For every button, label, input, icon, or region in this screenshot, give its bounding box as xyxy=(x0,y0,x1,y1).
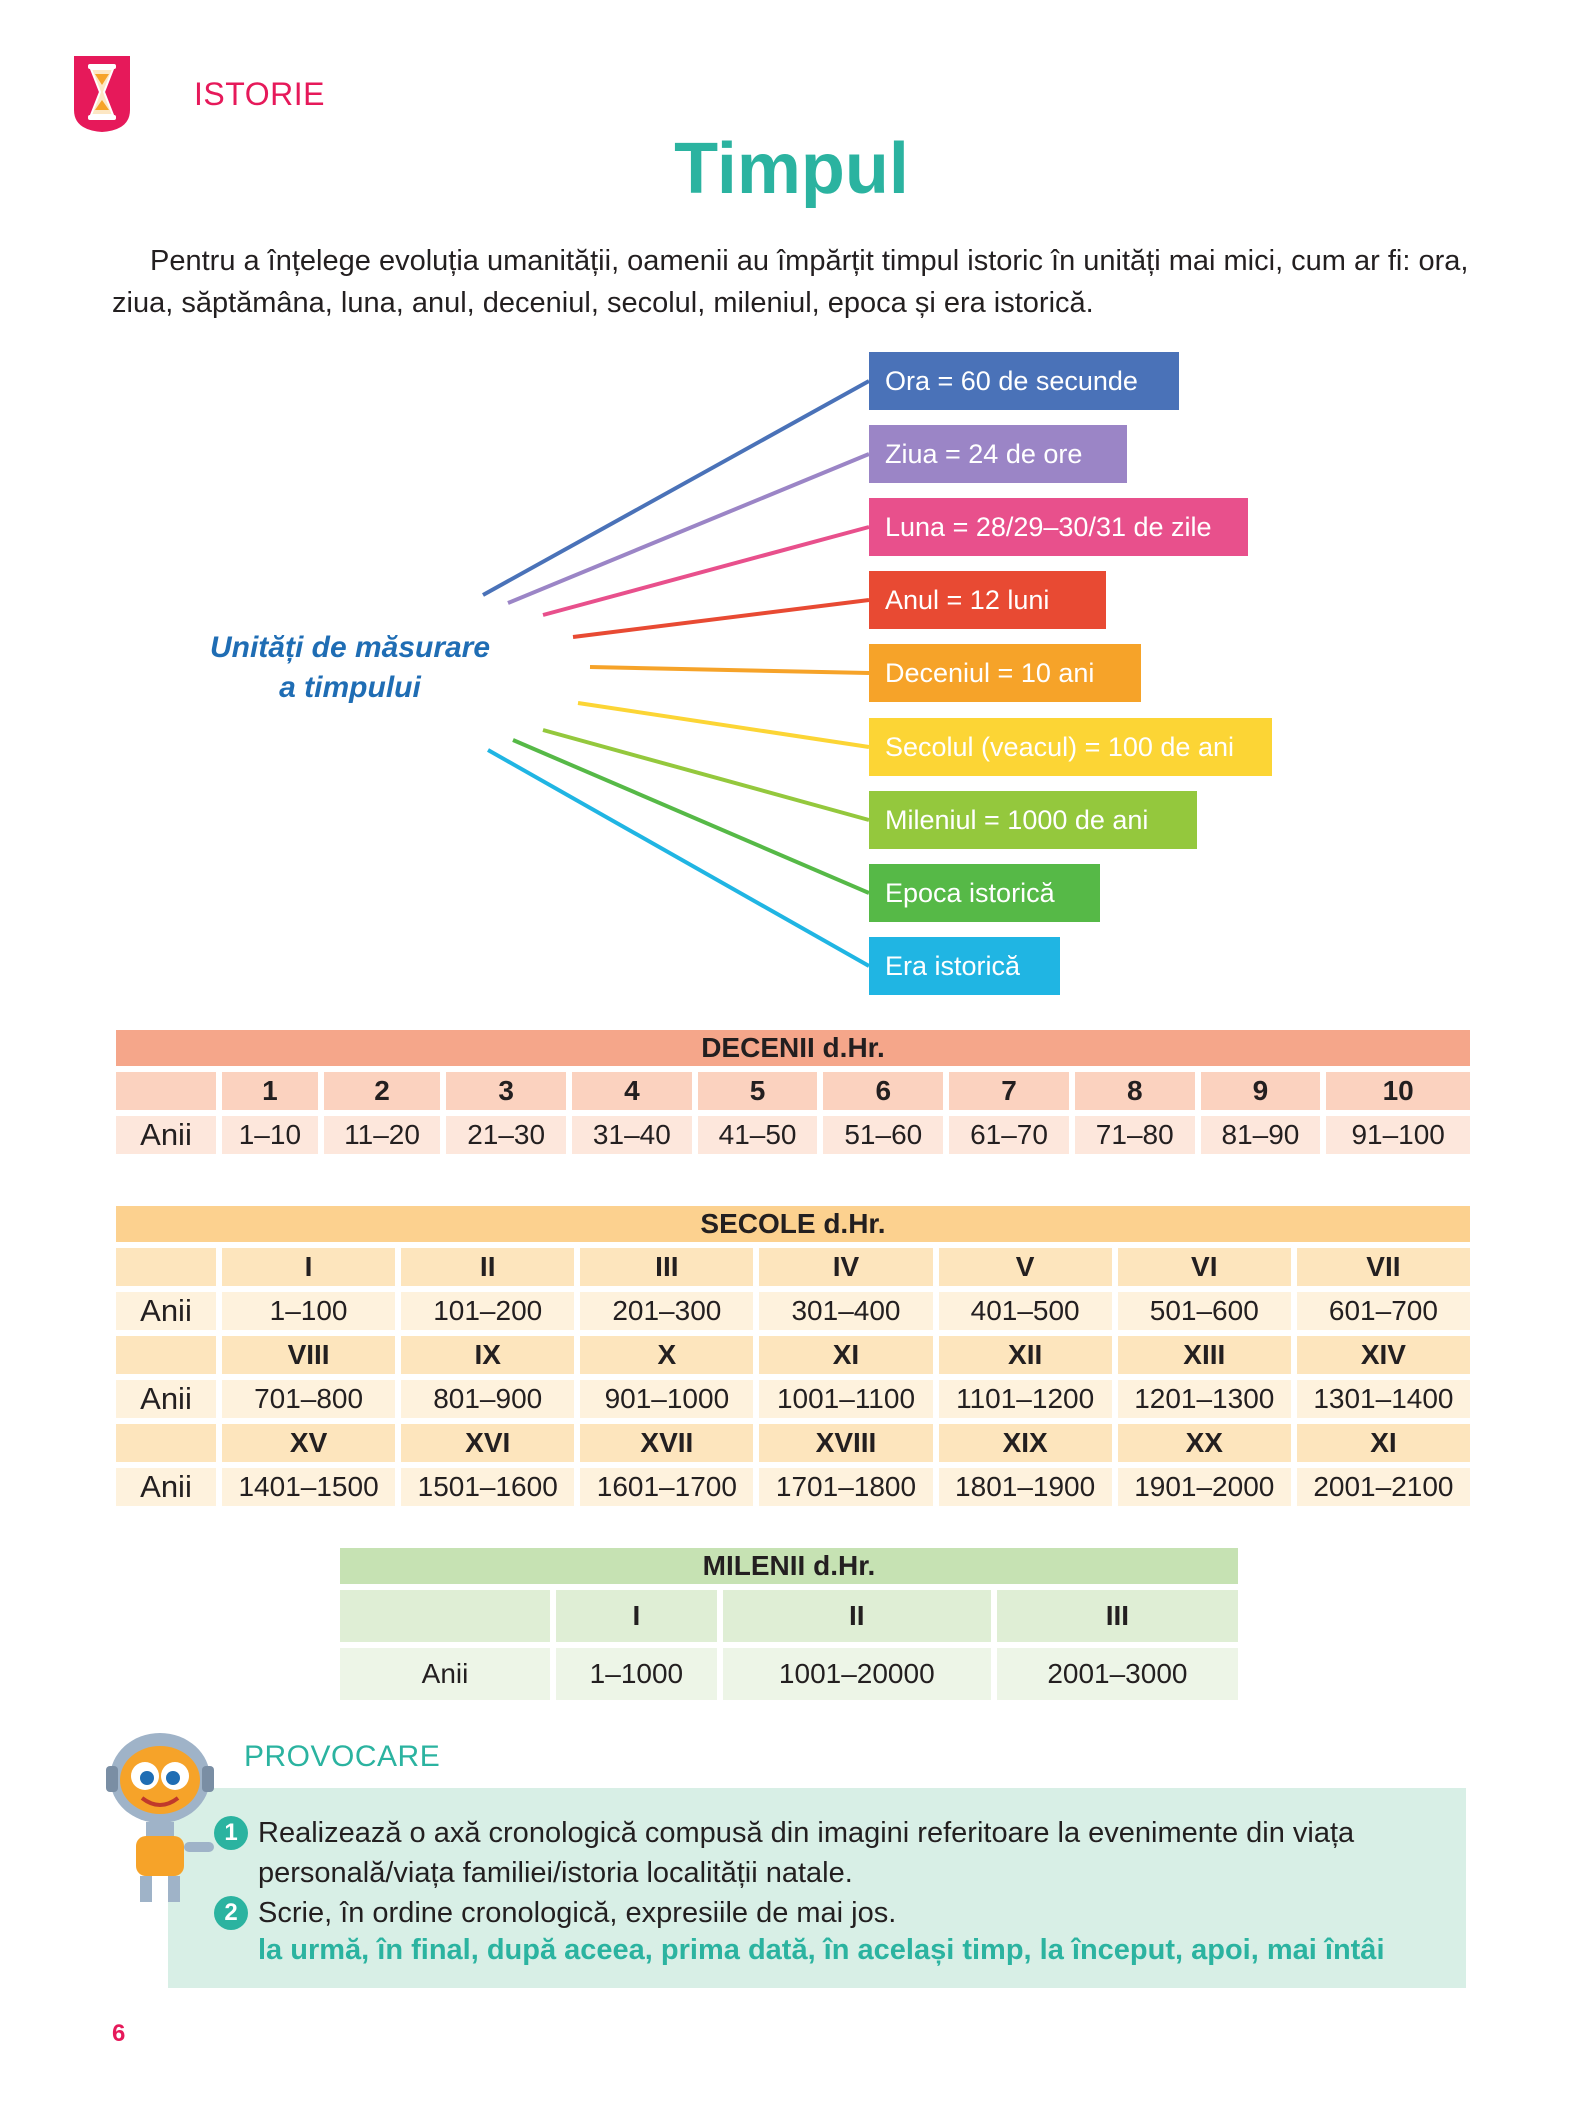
decade-header: 7 xyxy=(949,1072,1069,1110)
century-years: 901–1000 xyxy=(580,1380,753,1418)
decade-years: 61–70 xyxy=(949,1116,1069,1154)
unit-box-century: Secolul (veacul) = 100 de ani xyxy=(869,718,1272,776)
century-header: VI xyxy=(1118,1248,1291,1286)
decades-table xyxy=(110,1024,1476,1160)
century-years: 401–500 xyxy=(939,1292,1112,1330)
century-header: V xyxy=(939,1248,1112,1286)
century-years: 1601–1700 xyxy=(580,1468,753,1506)
century-years: 101–200 xyxy=(401,1292,574,1330)
century-years: 1501–1600 xyxy=(401,1468,574,1506)
connector-line xyxy=(508,454,869,603)
century-years: 301–400 xyxy=(759,1292,932,1330)
millennium-header: II xyxy=(723,1590,991,1642)
subject-label: ISTORIE xyxy=(194,76,325,112)
hourglass-logo-icon xyxy=(68,52,136,134)
decade-header: 6 xyxy=(823,1072,943,1110)
millennium-years: 2001–3000 xyxy=(997,1648,1238,1700)
unit-box-epoch: Epoca istorică xyxy=(869,864,1100,922)
unit-box-year: Anul = 12 luni xyxy=(869,571,1106,629)
row-label: Anii xyxy=(116,1292,216,1330)
decade-header: 3 xyxy=(446,1072,566,1110)
unit-box-month: Luna = 28/29–30/31 de zile xyxy=(869,498,1248,556)
unit-box-hour: Ora = 60 de secunde xyxy=(869,352,1179,410)
task-number-badge: 1 xyxy=(214,1816,248,1850)
century-header: XVII xyxy=(580,1424,753,1462)
century-header: XIX xyxy=(939,1424,1112,1462)
page-number: 6 xyxy=(112,2020,126,2047)
century-years: 1201–1300 xyxy=(1118,1380,1291,1418)
decade-header: 10 xyxy=(1326,1072,1470,1110)
century-years: 1401–1500 xyxy=(222,1468,395,1506)
century-years: 2001–2100 xyxy=(1297,1468,1470,1506)
empty-cell xyxy=(116,1424,216,1462)
decades-title: DECENII d.Hr. xyxy=(116,1030,1470,1066)
century-header: XX xyxy=(1118,1424,1291,1462)
connector-line xyxy=(483,381,869,595)
decade-years: 71–80 xyxy=(1075,1116,1195,1154)
decade-years: 41–50 xyxy=(698,1116,818,1154)
millennia-title: MILENII d.Hr. xyxy=(340,1548,1238,1584)
connector-line xyxy=(543,527,869,615)
century-years: 701–800 xyxy=(222,1380,395,1418)
decade-header: 5 xyxy=(698,1072,818,1110)
millennium-header: III xyxy=(997,1590,1238,1642)
row-label: Anii xyxy=(116,1468,216,1506)
connector-line xyxy=(488,750,869,966)
century-years: 601–700 xyxy=(1297,1292,1470,1330)
connector-line xyxy=(590,667,869,673)
century-header: XVIII xyxy=(759,1424,932,1462)
century-header: III xyxy=(580,1248,753,1286)
diagram-label-line2: a timpului xyxy=(279,671,421,704)
decade-years: 91–100 xyxy=(1326,1116,1470,1154)
robot-mascot-icon xyxy=(100,1718,220,1908)
centuries-table xyxy=(110,1200,1476,1512)
millennia-table xyxy=(334,1542,1244,1706)
century-years: 201–300 xyxy=(580,1292,753,1330)
centuries-title: SECOLE d.Hr. xyxy=(116,1206,1470,1242)
task-1-line2: personală/viața familiei/istoria localității natale. xyxy=(258,1857,853,1889)
century-header: I xyxy=(222,1248,395,1286)
empty-cell xyxy=(116,1072,216,1110)
century-header: XI xyxy=(1297,1424,1470,1462)
intro-paragraph xyxy=(112,240,1472,324)
century-years: 1801–1900 xyxy=(939,1468,1112,1506)
row-label: Anii xyxy=(116,1380,216,1418)
century-years: 1901–2000 xyxy=(1118,1468,1291,1506)
connector-line xyxy=(513,740,869,893)
century-years: 1101–1200 xyxy=(939,1380,1112,1418)
empty-cell xyxy=(116,1336,216,1374)
unit-box-millennium: Mileniul = 1000 de ani xyxy=(869,791,1197,849)
connector-line xyxy=(573,600,869,637)
diagram-label-line1: Unități de măsurare xyxy=(209,631,491,664)
empty-cell xyxy=(340,1590,550,1642)
decade-header: 2 xyxy=(324,1072,441,1110)
empty-cell xyxy=(116,1248,216,1286)
century-header: VII xyxy=(1297,1248,1470,1286)
task-1-line1: Realizează o axă cronologică compusă din imagini referitoare la evenimente din viața xyxy=(258,1817,1355,1849)
decade-years: 81–90 xyxy=(1201,1116,1321,1154)
century-header: II xyxy=(401,1248,574,1286)
millennium-header: I xyxy=(556,1590,717,1642)
century-years: 801–900 xyxy=(401,1380,574,1418)
connector-line xyxy=(578,703,869,747)
century-header: XIV xyxy=(1297,1336,1470,1374)
century-years: 501–600 xyxy=(1118,1292,1291,1330)
century-header: IX xyxy=(401,1336,574,1374)
row-label: Anii xyxy=(340,1648,550,1700)
century-header: XI xyxy=(759,1336,932,1374)
century-header: XII xyxy=(939,1336,1112,1374)
century-header: XV xyxy=(222,1424,395,1462)
decade-years: 1–10 xyxy=(222,1116,318,1154)
decade-header: 9 xyxy=(1201,1072,1321,1110)
task-1 xyxy=(258,1813,1354,1893)
unit-box-era: Era istorică xyxy=(869,937,1060,995)
century-years: 1701–1800 xyxy=(759,1468,932,1506)
century-header: XIII xyxy=(1118,1336,1291,1374)
decade-header: 1 xyxy=(222,1072,318,1110)
diagram-center-label xyxy=(150,628,550,708)
decade-years: 31–40 xyxy=(572,1116,692,1154)
task-2-line1: Scrie, în ordine cronologică, expresiile de mai jos. xyxy=(258,1897,897,1929)
page-title: Timpul xyxy=(674,129,909,209)
row-label: Anii xyxy=(116,1116,216,1154)
unit-box-decade: Deceniul = 10 ani xyxy=(869,644,1141,702)
expressions-list: la urmă, în final, după aceea, prima dată, în același timp, la început, apoi, mai întâi xyxy=(258,1934,1385,1966)
challenge-title: PROVOCARE xyxy=(244,1740,441,1773)
century-years: 1–100 xyxy=(222,1292,395,1330)
decade-years: 21–30 xyxy=(446,1116,566,1154)
intro-text: Pentru a înțelege evoluția umanității, oamenii au împărțit timpul istoric în unități mai mici, cum ar fi: ora, ziua, săptămâna, luna, anul, deceniul, secolul, mileniul, epoca și era istorică. xyxy=(112,245,1469,319)
task-2 xyxy=(258,1893,896,1933)
millennium-years: 1–1000 xyxy=(556,1648,717,1700)
century-years: 1001–1100 xyxy=(759,1380,932,1418)
unit-box-day: Ziua = 24 de ore xyxy=(869,425,1127,483)
century-header: XVI xyxy=(401,1424,574,1462)
decade-header: 8 xyxy=(1075,1072,1195,1110)
task-number-badge: 2 xyxy=(214,1896,248,1930)
century-header: VIII xyxy=(222,1336,395,1374)
century-header: IV xyxy=(759,1248,932,1286)
century-years: 1301–1400 xyxy=(1297,1380,1470,1418)
decade-years: 11–20 xyxy=(324,1116,441,1154)
decade-header: 4 xyxy=(572,1072,692,1110)
millennium-years: 1001–20000 xyxy=(723,1648,991,1700)
century-header: X xyxy=(580,1336,753,1374)
decade-years: 51–60 xyxy=(823,1116,943,1154)
